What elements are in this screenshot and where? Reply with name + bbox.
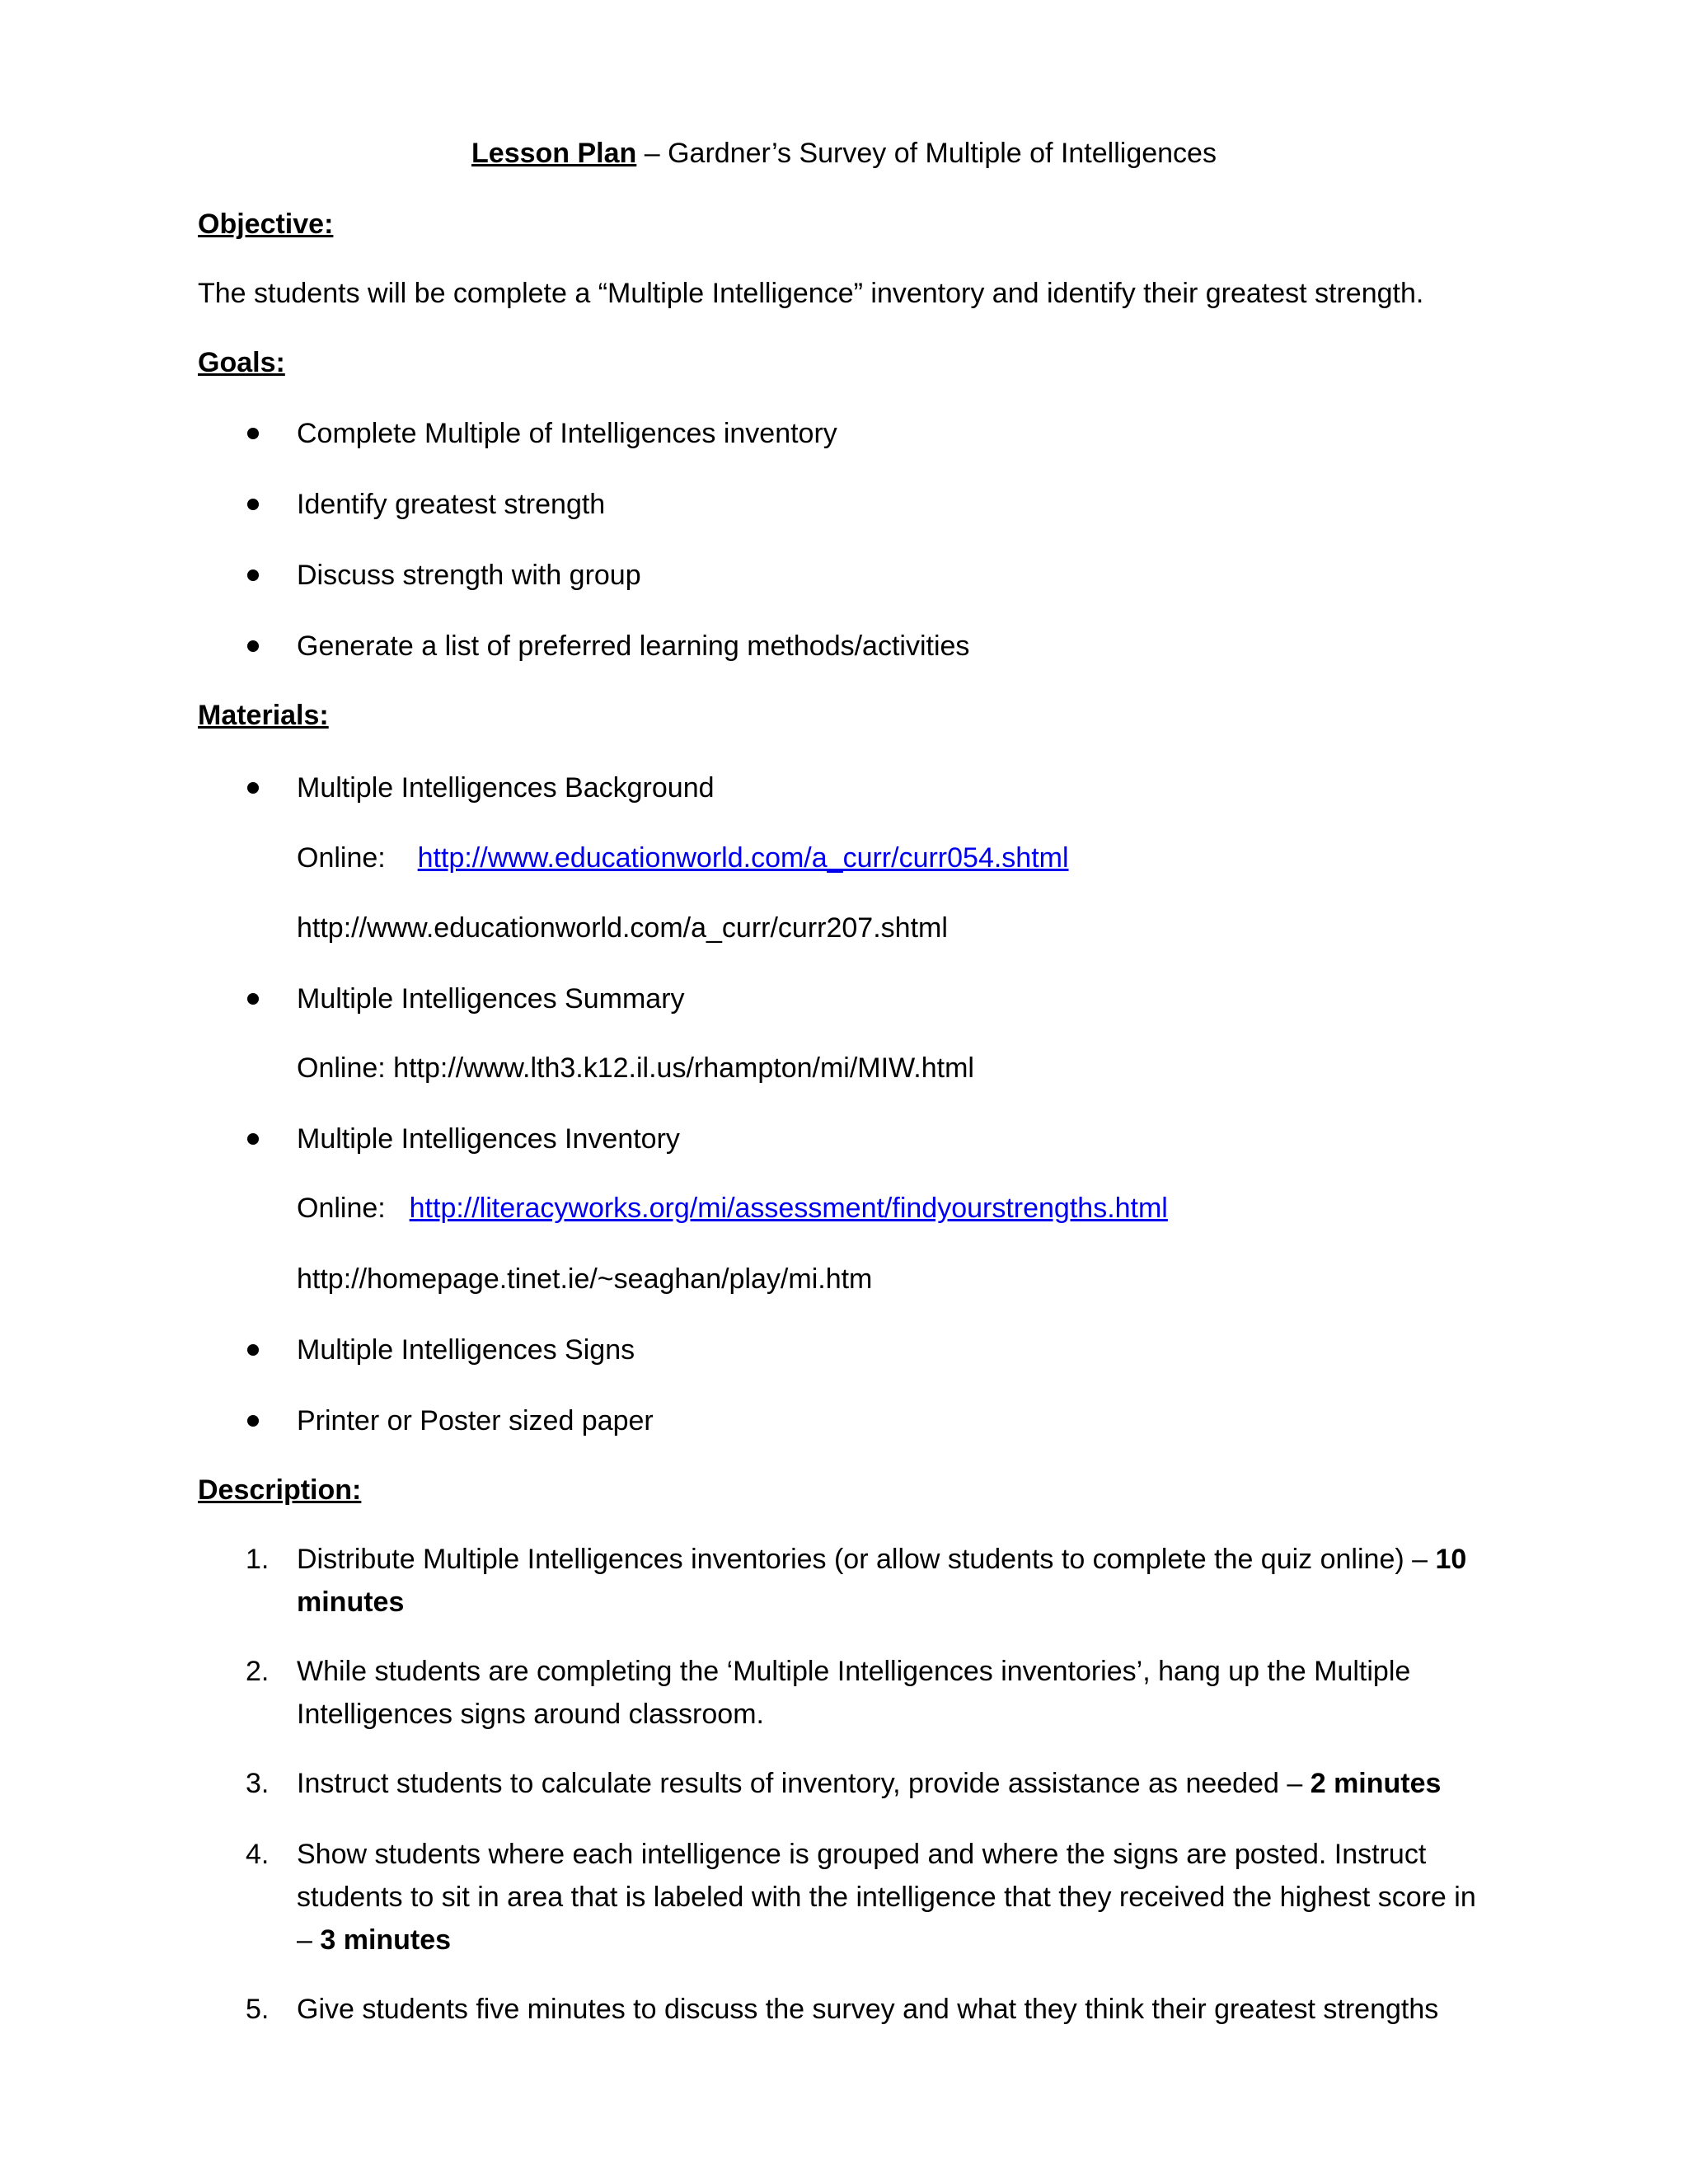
bullet-icon — [247, 428, 259, 439]
background-link-2: http://www.educationworld.com/a_curr/curr207.shtml — [297, 912, 948, 944]
inventory-link-1[interactable]: http://literacyworks.org/mi/assessment/findyourstrengths.html — [409, 1193, 1168, 1224]
objective-heading: Objective: — [198, 209, 334, 240]
bullet-icon — [247, 569, 259, 581]
bullet-icon — [247, 1133, 259, 1145]
online-label: Online: — [297, 842, 386, 874]
document-page: Lesson Plan – Gardner’s Survey of Multiple of Intelligences Objective: The students will be complete a “Multiple Intelligence” inventory and identify their greatest strength. Goals: Complete Multiple of Intelligences inventory Identify greatest strength Discuss strength with group Generate a list of preferred learning methods/activities Materials: Multiple Intelligences Background Online: http://www.educationworld.com/a_curr/curr054.shtml http://www.educationworld.com/a_curr/curr207.shtml Multiple Intelligences Summary Online: http://www.lth3.k12.il.us/rhampton/mi/MIW.html Multiple Intelligences Inventory Online: http://literacyworks.org/mi/assessment/findyourstrengths.html http://homepage.tinet.ie/~seaghan/play/mi.htm Multiple Intelligences Signs Printer or Poster sized paper Description: 1. Distribute Multiple Intelligences inventories (or allow students to complete the quiz online) – 10 minutes 2. While students are completing the ‘Multiple Intelligences inventories’, hang up the Multiple Intelligences signs around classroom. 3. Instruct students to calculate results of inventory, provide assistance as needed – 2 minutes 4. Show students where each intelligence is grouped and where the signs are posted. Instruct students to sit in area that is labeled with the intelligence that they received the highest score in – 3 minutes 5. Give students five minutes to discuss the survey and what they think their greatest strengths — [0, 0, 1688, 2184]
objective-text: The students will be complete a “Multiple Intelligence” inventory and identify their greatest strength. — [198, 278, 1424, 309]
inventory-link-2: http://homepage.tinet.ie/~seaghan/play/mi.htm — [297, 1263, 873, 1295]
goals-heading: Goals: — [198, 347, 285, 378]
title-lead: Lesson Plan — [471, 138, 637, 169]
inventory-online-line — [297, 1187, 1168, 1230]
description-heading: Description: — [198, 1474, 362, 1506]
bullet-icon — [247, 993, 259, 1005]
background-link-1[interactable]: http://www.educationworld.com/a_curr/curr054.shtml — [417, 842, 1069, 874]
bullet-icon — [247, 1415, 259, 1427]
title-rest: – Gardner’s Survey of Multiple of Intelligences — [636, 138, 1217, 169]
bullet-icon — [247, 1344, 259, 1356]
summary-online-line: Online: http://www.lth3.k12.il.us/rhampton/mi/MIW.html — [297, 1052, 974, 1084]
document-title — [0, 132, 1688, 175]
background-online-line — [297, 837, 1069, 879]
online-label: Online: — [297, 1193, 386, 1224]
bullet-icon — [247, 782, 259, 794]
materials-heading: Materials: — [198, 700, 329, 731]
bullet-icon — [247, 499, 259, 510]
bullet-icon — [247, 640, 259, 652]
